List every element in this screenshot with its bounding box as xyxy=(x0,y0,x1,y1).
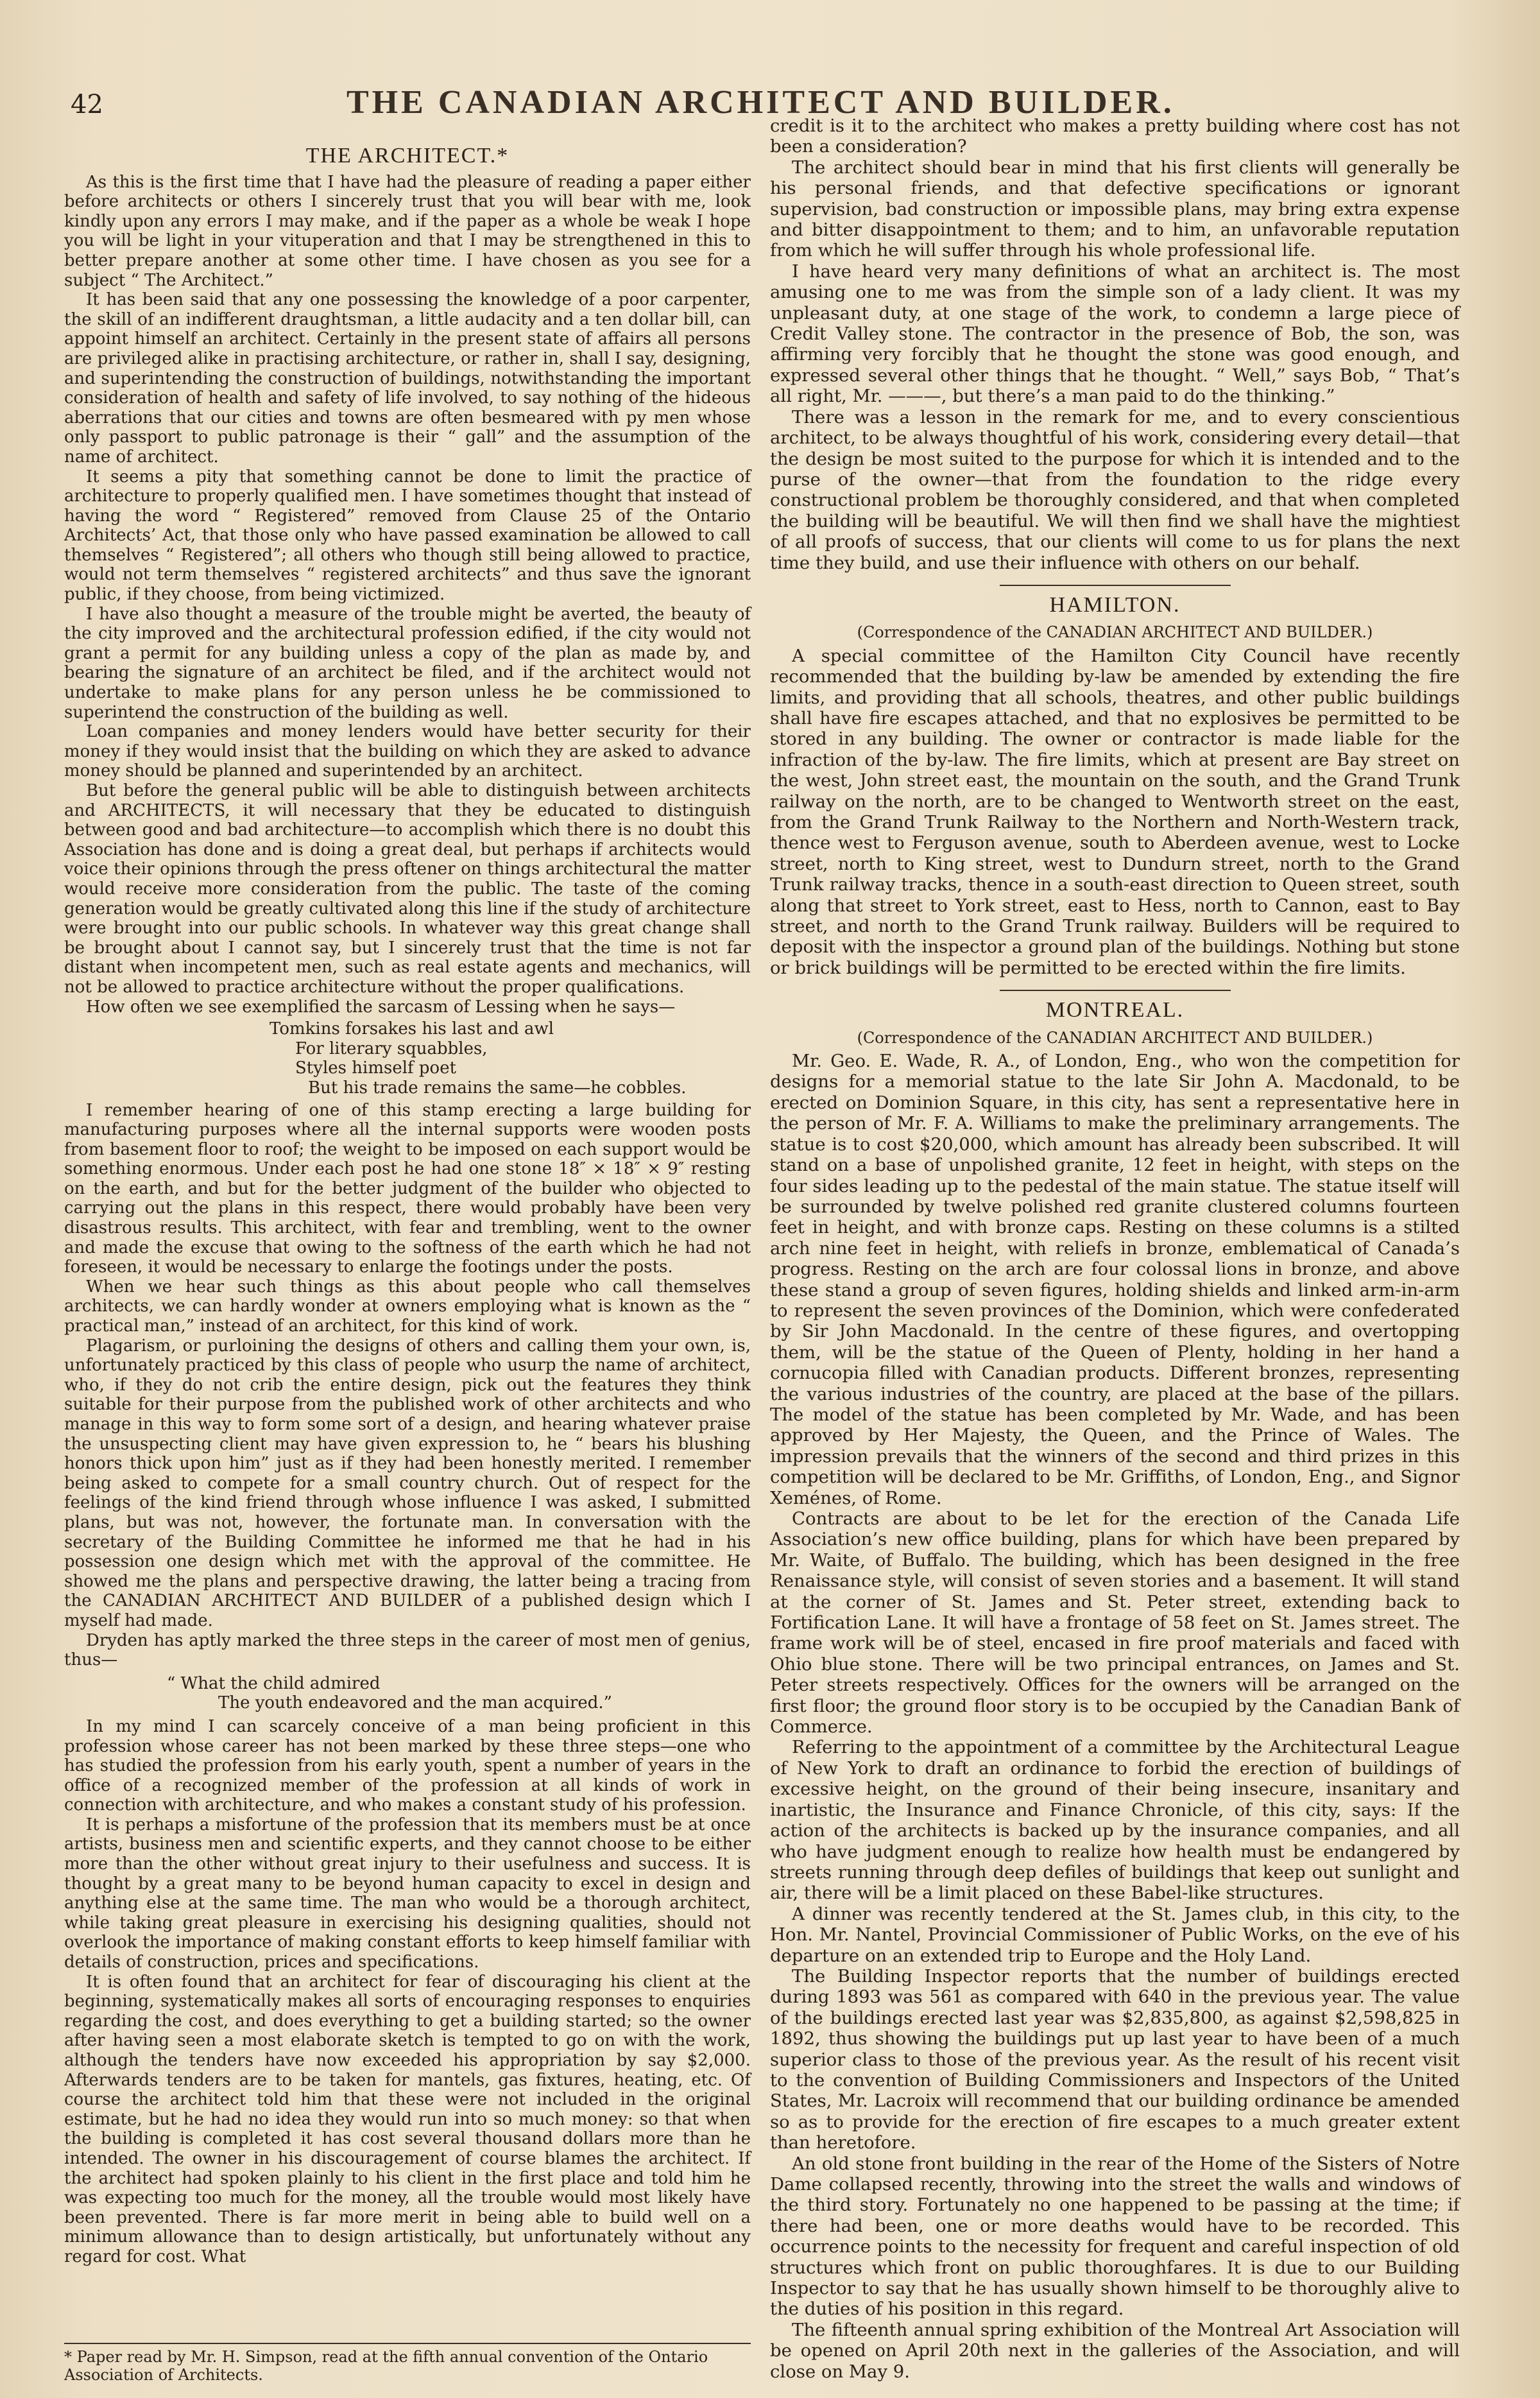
verse-line: But his trade remains the same—he cobbles. xyxy=(308,1078,687,1098)
lessing-verse xyxy=(270,1019,751,1098)
paragraph: As this is the first time that I have had the pleasure of reading a paper either before architects or others I sincerely trust that you will bear with me, look kindly upon any errors I may make, and if the paper as a whole be weak I hope you will be light in your vituperation and that I may be strengthened in this to better prepare another at some other time. I have chosen as you see for a subject “ The Architect.” xyxy=(64,172,751,290)
paragraph: Mr. Geo. E. Wade, R. A., of London, Eng., who won the competition for designs for a memorial statue to the late Sir John A. Macdonald, to be erected on Dominion Square, in this city, has sent a representative here in the person of Mr. F. A. Williams to make the preliminary arrangements. The statue is to cost $20,000, which amount has already been subscribed. It will stand on a base of unpolished granite, 12 feet in height, with steps on the four sides leading up to the pedestal of the main statue. The statue itself will be surrounded by twelve polished red granite clustered columns fourteen feet in height, and with bronze caps. Resting on these columns is a stilted arch nine feet in height, with reliefs in bronze, emblematical of Canada’s progress. Resting on the arch are four colossal lions in bronze, and above these stand a group of seven figures, holding shields and linked arm-in-arm to represent the seven provinces of the Dominion, which were confederated by Sir John Macdonald. In the centre of these figures, and overtopping them, will be the statue of the Queen of Plenty, holding in her hand a cornucopia filled with Canadian products. Different bronzes, representing the various industries of the country, are placed at the base of the pillars. The model of the statue has been completed by Mr. Wade, and has been approved by Her Majesty, the Queen, and the Prince of Wales. The impression prevails that the winners of the second and third prizes in this competition will be declared to be Mr. Griffiths, of London, Eng., and Signor Xeménes, of Rome. xyxy=(770,1051,1460,1508)
paragraph: It is perhaps a misfortune of the profession that its members must be at once artists, business men and scientific experts, and they cannot choose to be either more than the other without great injury to their usefulness and success. It is thought by a great many to be beyond human capacity to excel in design and anything else at the same time. The man who would be a thorough architect, while taking great pleasure in exercising his designing qualities, should not overlook the importance of making constant efforts to keep himself familiar with details of construction, prices and specifications. xyxy=(64,1815,751,1972)
section-divider xyxy=(1000,990,1231,991)
paragraph: In my mind I can scarcely conceive of a man being proficient in this profession whose career has not been marked by these three steps—one who has studied the profession from his early youth, spent a number of years in the office of a recognized member of the profession at all kinds of work in connection with architecture, and who makes a constant study of his profession. xyxy=(64,1716,751,1815)
paragraph: I have also thought a measure of the trouble might be averted, the beauty of the city improved and the architectural profession edified, if the city would not grant a permit for any building unless a copy of the plan as made by, and bearing the signature of an architect be filed, and if the architect would not undertake to make plans for any person unless he be commissioned to superintend the construction of the building as well. xyxy=(64,604,751,722)
correspondence-note: (Correspondence of the CANADIAN ARCHITECT AND BUILDER.) xyxy=(857,1028,1373,1047)
quote-line: The youth endeavored and the man acquired.” xyxy=(218,1693,612,1713)
paragraph: Dryden has aptly marked the three steps in the career of most men of genius, thus— xyxy=(64,1630,751,1670)
section-title-hamilton: HAMILTON. xyxy=(1049,592,1181,617)
paragraph: Plagarism, or purloining the designs of others and calling them your own, is, unfortunately practiced by this class of people who usurp the name of architect, who, if they do not crib the entire design, pick out the features they think suitable for their purpose from the published work of other architects and who manage in this way to form some sort of a design, and hearing whatever praise the unsuspecting client may have given expression to, he “ bears his blushing honors thick upon him” just as if they had been honestly merited. I remember being asked to compete for a small country church. Out of respect for the feelings of the kind friend through whose influence I was asked, I submitted plans, but was not, however, the fortunate man. In conversation with the secretary of the Building Committee he informed me that he had in his possession one design which met with the approval of the committee. He showed me the plans and perspective drawing, the latter being a tracing from the CANADIAN ARCHITECT AND BUILDER of a published design which I myself had made. xyxy=(64,1336,751,1630)
running-title: THE CANADIAN ARCHITECT AND BUILDER. xyxy=(346,84,1175,121)
paragraph: There was a lesson in the remark for me, and to every conscientious architect, to be always thoughtful of his work, considering every detail—that the design be most suited to the purpose for which it is intended and to the purse of the owner—that from the foundation to the ridge every constructional problem be thoroughly considered, and that when completed the building will be beautiful. We will then find we shall have the mightiest of all proofs of success, that our clients will come to us for plans the next time they build, and use their influence with others on our behalf. xyxy=(770,406,1460,573)
paragraph: The fifteenth annual spring exhibition of the Montreal Art Association will be opened on April 20th next in the galleries of the Association, and will close on May 9. xyxy=(770,2319,1460,2382)
paragraph: I remember hearing of one of this stamp erecting a large building for manufacturing purposes where all the internal supports were wooden posts from basement floor to roof; the weight to be imposed on each support would be something enormous. Under each post he had one stone 18″ × 18″ × 9″ resting on the earth, and but for the better judgment of the builder who objected to carrying out the plans in this respect, there would probably have been very disastrous results. This architect, with fear and trembling, went to the owner and made the excuse that owing to the softness of the earth which he had not foreseen, it would be necessary to enlarge the footings under the posts. xyxy=(64,1100,751,1277)
paragraph: Referring to the appointment of a committee by the Architectural League of New York to draft an ordinance to forbid the erection of buildings of excessive height, on the ground of their being insecure, insanitary and inartistic, the Insurance and Finance Chronicle, of this city, says: If the action of the architects is backed up by the insurance companies, and all who have judgment enough to realize how health must be endangered by streets running through deep defiles of buildings that keep out sunlight and air, there will be a limit placed on these Babel-like structures. xyxy=(770,1737,1460,1904)
section-divider xyxy=(1000,585,1231,586)
paragraph: A dinner was recently tendered at the St. James club, in this city, to the Hon. Mr. Nantel, Provincial Commissioner of Public Works, on the eve of his departure on an extended trip to Europe and the Holy Land. xyxy=(770,1903,1460,1966)
verse-line: For literary squabbles, xyxy=(295,1039,488,1058)
left-column xyxy=(64,142,751,2267)
section-title-montreal: MONTREAL. xyxy=(1045,998,1185,1022)
paragraph: How often we see exemplified the sarcasm of Lessing when he says— xyxy=(86,997,676,1017)
right-column xyxy=(770,116,1460,2382)
article-title-architect: THE ARCHITECT.* xyxy=(305,144,509,168)
dryden-quote xyxy=(167,1674,751,1713)
paragraph: It has been said that any one possessing the knowledge of a poor carpenter, the skill of an indifferent draughtsman, a little audacity and a ten dollar bill, can appoint himself an architect. Certainly in the present state of affairs all persons are privileged alike in practising architecture, or rather in, shall I say, designing, and superintending the construction of buildings, notwithstanding the important consideration of health and safety of life involved, to say nothing of the hideous aberrations that our cities and towns are often besmeared with py men whose only passport to public patronage is their “ gall” and the assumption of the name of architect. xyxy=(64,290,751,467)
verse-line: Styles himself poet xyxy=(295,1058,457,1078)
verse-line: Tomkins forsakes his last and awl xyxy=(270,1019,554,1039)
paragraph: The Building Inspector reports that the number of buildings erected during 1893 was 561 as compared with 640 in the previous year. The value of the buildings erected last year was $2,835,800, as against $2,598,825 in 1892, thus showing the buildings put up last year to have been of a much superior class to those of the previous year. As the result of his recent visit to the convention of Building Commissioners and Inspectors of the United States, Mr. Lacroix will recommend that our building ordinance be amended so as to provide for the erection of fire escapes to a much greater extent than heretofore. xyxy=(770,1965,1460,2153)
paragraph: An old stone front building in the rear of the Home of the Sisters of Notre Dame collapsed recently, throwing into the street the walls and windows of the third story. Fortunately no one happened to be passing at the time; if there had been, one or more deaths would have to be recorded. This occurrence points to the necessity for frequent and careful inspection of old structures which front on public thoroughfares. It is due to our Building Inspector to say that he has usually shown himself to be thoroughly alive to the duties of his position in this regard. xyxy=(770,2153,1460,2320)
paragraph: credit is it to the architect who makes a pretty building where cost has not been a consideration? xyxy=(770,116,1460,157)
paragraph: I have heard very many definitions of what an architect is. The most amusing one to me was from the simple son of a lady client. It was my unpleasant duty, at one stage of the work, to condemn a large piece of Credit Valley stone. The contractor in the presence of Bob, the son, was affirming very forcibly that he thought the stone was good enough, and expressed several other things that he thought. “ Well,” says Bob, “ That’s all right, Mr. ———, but there’s a man paid to do the thinking.” xyxy=(770,261,1460,407)
footnote: * Paper read by Mr. H. Simpson, read at the fifth annual convention of the Ontario Association of Architects. xyxy=(64,2343,751,2384)
paragraph: Loan companies and money lenders would have better security for their money if they would insist that the building on which they are asked to advance money should be planned and superintended by an architect. xyxy=(64,722,751,781)
quote-line: “ What the child admired xyxy=(167,1673,381,1693)
paragraph: Contracts are about to be let for the erection of the Canada Life Association’s new office building, plans for which have been prepared by Mr. Waite, of Buffalo. The building, which has been designed in the free Renaissance style, will consist of seven stories and a basement. It will stand at the corner of St. James and St. Peter street, extending back to Fortification Lane. It will have a frontage of 58 feet on St. James street. The frame work will be of steel, encased in fire proof materials and faced with Ohio blue stone. There will be two principal entrances, on James and St. Peter streets respectively. Offices for the owners will be arranged on the first floor; the ground floor story is to be occupied by the Canadian Bank of Commerce. xyxy=(770,1508,1460,1738)
paragraph: A special committee of the Hamilton City Council have recently recommended that the building by-law be amended by extending the fire limits, and providing that all schools, theatres, and other public buildings shall have fire escapes attached, and that no explosives be permitted to be stored in any building. The owner or contractor is made liable for the infraction of the by-law. The fire limits, which at present are Bay street on the west, John street east, the mountain on the south, and the Grand Trunk railway on the north, are to be changed to Wentworth street on the east, from the Grand Trunk Railway to the Northern and North-Western track, thence west to Ferguson avenue, south to Aberdeen avenue, west to Locke street, north to King street, west to Dundurn street, north to the Grand Trunk railway tracks, thence in a south-east direction to Queen street, south along that street to York street, east to Hess, north to Cannon, east to Bay street, and north to the Grand Trunk railway. Builders will be required to deposit with the inspector a ground plan of the buildings. Nothing but stone or brick buildings will be permitted to be erected within the fire limits. xyxy=(770,645,1460,978)
page-number: 42 xyxy=(71,90,103,119)
paragraph: But before the general public will be able to distinguish between architects and ARCHITECTS, it will necessary that they be educated to distinguish between good and bad architecture—to accomplish which there is no doubt this Association has done and is doing a great deal, but perhaps if architects would voice their opinions through the press oftener on things architectural the matter would receive more consideration from the public. The taste of the coming generation would be greatly cultivated along this line if the study of architecture were brought into our public schools. In whatever way this great change shall be brought about I cannot say, but I sincerely trust that the time is not far distant when incompetent men, such as real estate agents and mechanics, will not be allowed to practice architecture without the proper qualifications. xyxy=(64,781,751,997)
paragraph: The architect should bear in mind that his first clients will generally be his personal friends, and that defective specifications or ignorant supervision, bad construction or impossible plans, may bring extra expense and bitter disappointment to them; and to him, an unfavorable reputation from which he will suffer through his whole professional life. xyxy=(770,157,1460,261)
paragraph: It is often found that an architect for fear of discouraging his client at the beginning, systematically makes all sorts of encouraging responses to enquiries regarding the cost, and does everything to get a building started; so the owner after having seen a most elaborate sketch is tempted to go on with the work, although the tenders have now exceeded his appropriation by say $2,000. Afterwards tenders are to be taken for mantels, gas fixtures, heating, etc. Of course the architect told him that these were not included in the original estimate, but he had no idea they would run into so much money: so that when the building is completed it has cost several thousand dollars more than he intended. The owner in his discouragement of course blames the architect. If the architect had spoken plainly to his client in the first place and told him he was expecting too much for the money, all the trouble would most likely have been prevented. There is far more merit in being able to build well on a minimum allowance than to design artistically, but unfortunately without any regard for cost. What xyxy=(64,1972,751,2266)
paragraph: When we hear such things as this about people who call themselves architects, we can hardly wonder at owners employing what is known as the “ practical man,” instead of an architect, for this kind of work. xyxy=(64,1277,751,1336)
correspondence-note: (Correspondence of the CANADIAN ARCHITECT AND BUILDER.) xyxy=(857,623,1373,642)
paragraph: It seems a pity that something cannot be done to limit the practice of architecture to properly qualified men. I have sometimes thought that instead of having the word “ Registered” removed from Clause 25 of the Ontario Architects’ Act, that those only who have passed examination be allowed to call themselves “ Registered”; all others who though still being allowed to practice, would not term themselves “ registered architects” and thus save the ignorant public, if they choose, from being victimized. xyxy=(64,467,751,605)
